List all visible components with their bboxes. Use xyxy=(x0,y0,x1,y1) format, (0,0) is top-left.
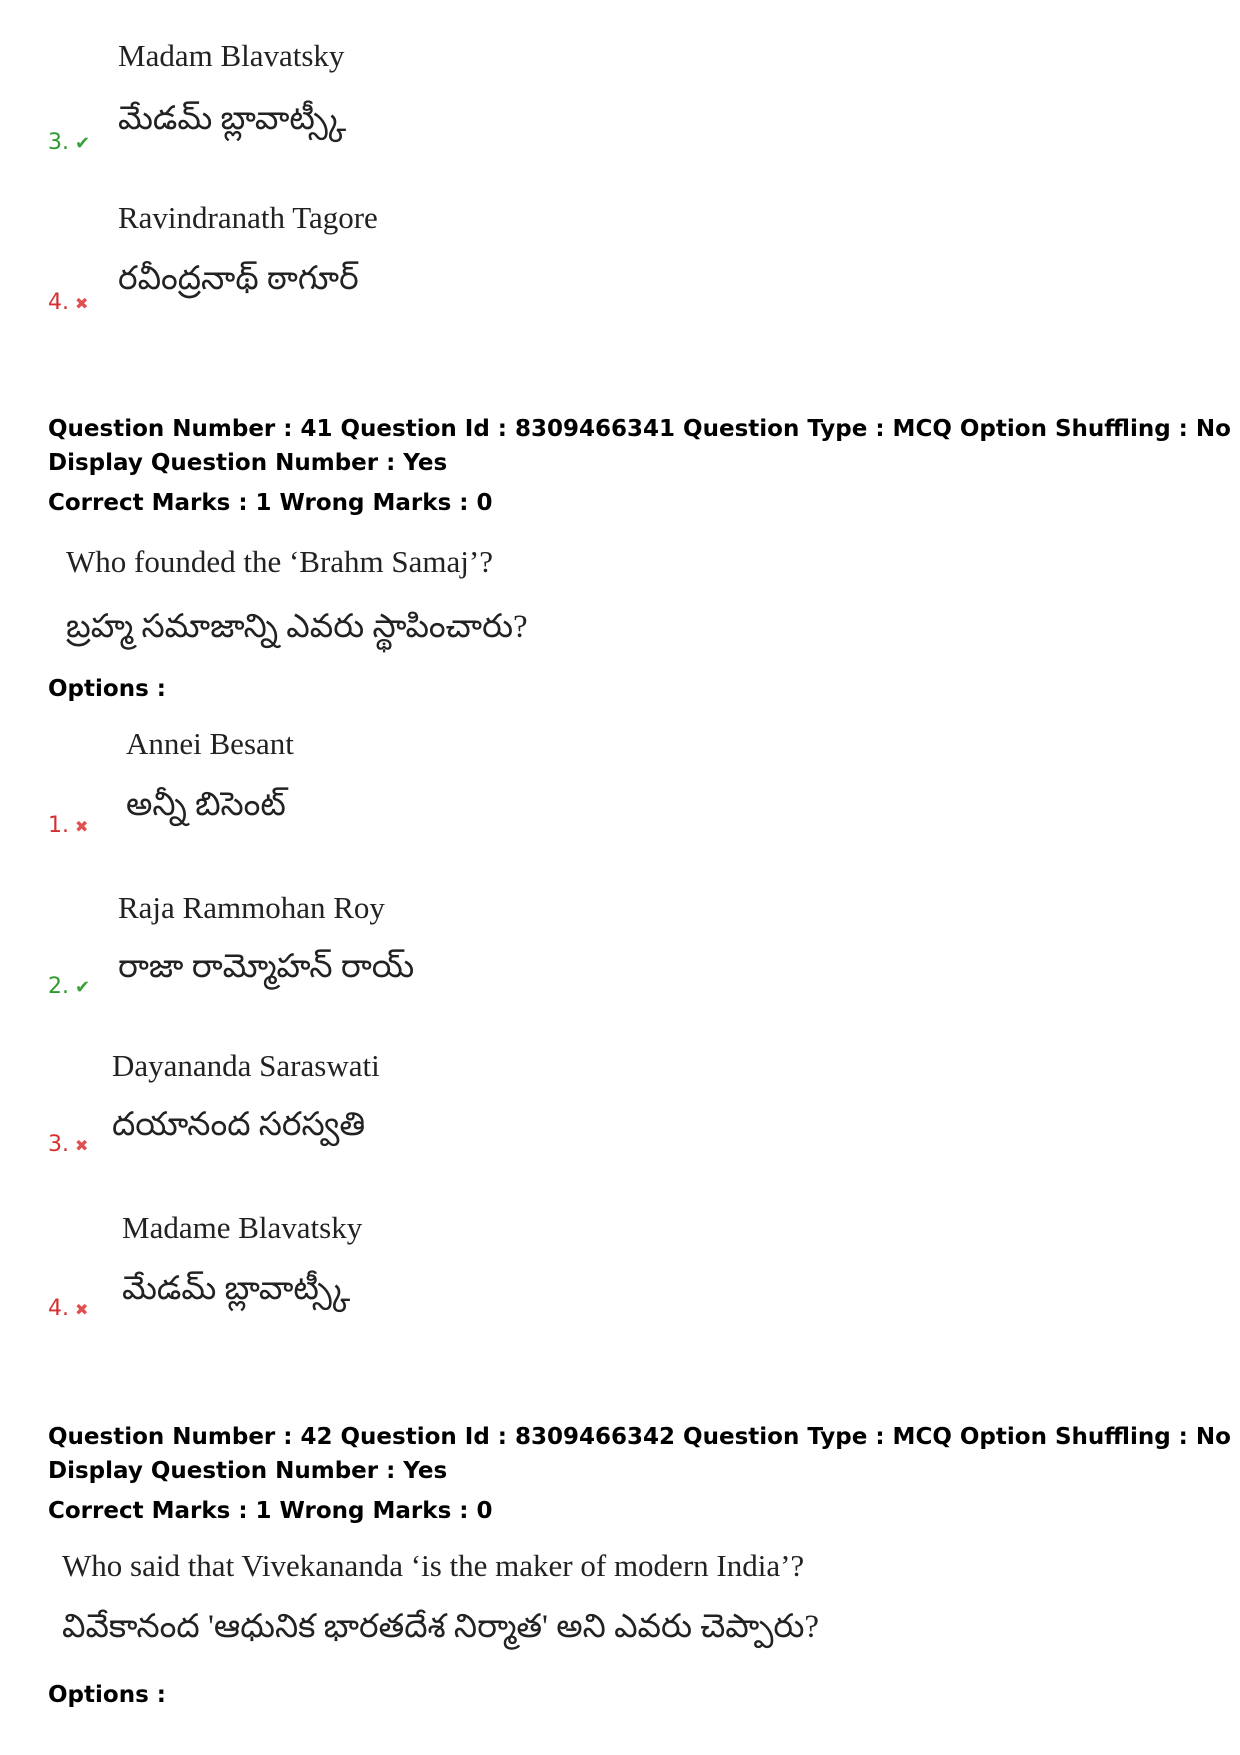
prev-option-4-english: Ravindranath Tagore xyxy=(118,200,378,235)
q42-meta-line3: Correct Marks : 1 Wrong Marks : 0 xyxy=(48,1498,493,1524)
q41-option-3-number: 3. ✖ xyxy=(48,1132,89,1157)
prev-option-3-number: 3. ✔ xyxy=(48,130,91,155)
q41-option-2-english: Raja Rammohan Roy xyxy=(118,890,385,925)
q41-option-1-english: Annei Besant xyxy=(126,726,294,761)
q41-option-4-number: 4. ✖ xyxy=(48,1296,89,1321)
q42-options-label: Options : xyxy=(48,1682,166,1708)
check-icon: ✔ xyxy=(75,133,91,154)
q41-option-4-english: Madame Blavatsky xyxy=(122,1210,363,1245)
q41-option-1-number: 1. ✖ xyxy=(48,813,89,838)
prev-option-3-telugu: మేడమ్ బ్లావాట్స్కీ xyxy=(118,101,346,137)
q41-option-4-telugu: మేడమ్ బ్లావాట్స్కీ xyxy=(122,1271,350,1307)
q41-meta-line1: Question Number : 41 Question Id : 8309466341 Question Type : MCQ Option Shuffling : No xyxy=(48,416,1231,442)
q42-meta-line2: Display Question Number : Yes xyxy=(48,1458,448,1484)
prev-option-3-english: Madam Blavatsky xyxy=(118,38,345,73)
cross-icon: ✖ xyxy=(75,1300,89,1319)
q41-option-3-telugu: దయానంద సరస్వతి xyxy=(112,1107,366,1143)
check-icon: ✔ xyxy=(75,977,91,998)
q41-option-1-telugu: అన్నీ బిసెంట్ xyxy=(126,787,286,823)
prev-option-4-telugu: రవీంద్రనాథ్ ఠాగూర్ xyxy=(118,261,359,297)
cross-icon: ✖ xyxy=(75,294,89,313)
q41-options-label: Options : xyxy=(48,676,166,702)
prev-option-4-number: 4. ✖ xyxy=(48,290,89,315)
q41-option-2-telugu: రాజా రామ్మోహన్ రాయ్ xyxy=(118,949,415,985)
q41-option-2-number: 2. ✔ xyxy=(48,974,91,999)
q41-meta-line2: Display Question Number : Yes xyxy=(48,450,448,476)
q42-question-english: Who said that Vivekananda ‘is the maker of modern India’? xyxy=(62,1548,805,1583)
q41-question-telugu: బ్రహ్మ సమాజాన్ని ఎవరు స్థాపించారు? xyxy=(66,609,528,645)
q42-meta-line1: Question Number : 42 Question Id : 8309466342 Question Type : MCQ Option Shuffling : No xyxy=(48,1424,1231,1450)
q42-question-telugu: వివేకానంద 'ఆధునిక భారతదేశ నిర్మాత' అని ఎవరు చెప్పారు? xyxy=(62,1609,820,1645)
q41-option-3-english: Dayananda Saraswati xyxy=(112,1048,380,1083)
cross-icon: ✖ xyxy=(75,817,89,836)
q41-question-english: Who founded the ‘Brahm Samaj’? xyxy=(66,544,493,579)
q41-meta-line3: Correct Marks : 1 Wrong Marks : 0 xyxy=(48,490,493,516)
cross-icon: ✖ xyxy=(75,1136,89,1155)
